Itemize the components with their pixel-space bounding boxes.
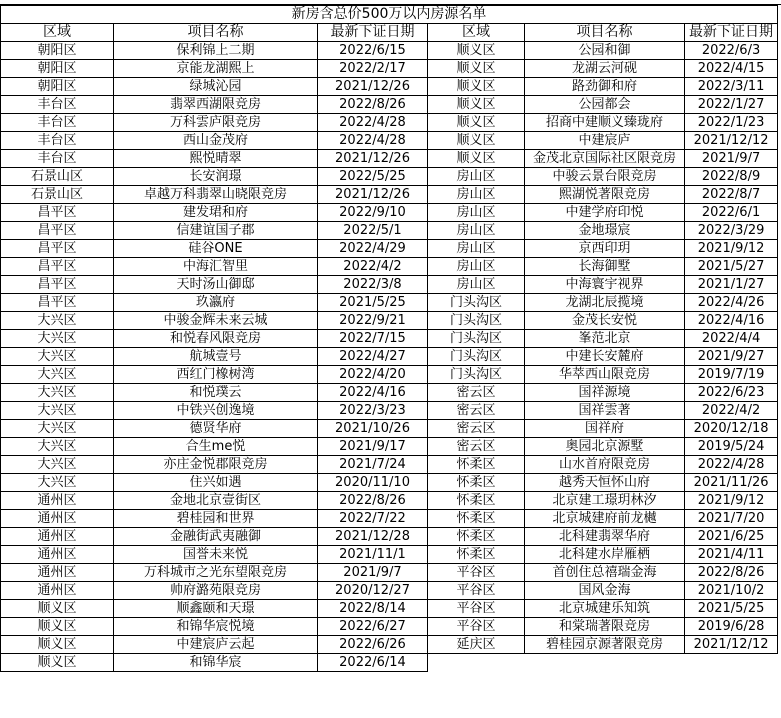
date-cell[interactable]: 2021/12/26 — [318, 186, 428, 204]
date-cell[interactable]: 2020/12/27 — [318, 582, 428, 600]
date-cell[interactable]: 2021/5/27 — [685, 258, 778, 276]
district-cell[interactable]: 昌平区 — [1, 276, 114, 294]
district-cell[interactable]: 门头沟区 — [428, 348, 525, 366]
district-cell[interactable]: 顺义区 — [428, 78, 525, 96]
sheet-title[interactable]: 新房含总价500万以内房源名单 — [1, 6, 778, 24]
date-cell[interactable]: 2020/12/18 — [685, 420, 778, 438]
table-row — [1, 222, 778, 240]
district-cell[interactable]: 通州区 — [1, 492, 114, 510]
project-cell[interactable]: 公园和御 — [525, 42, 685, 60]
district-cell[interactable]: 顺义区 — [428, 42, 525, 60]
project-cell[interactable]: 越秀天恒怀山府 — [525, 474, 685, 492]
project-cell[interactable]: 京能龙湖熙上 — [114, 60, 318, 78]
table-row — [1, 618, 778, 636]
district-cell[interactable]: 朝阳区 — [1, 42, 114, 60]
project-cell[interactable]: 航城壹号 — [114, 348, 318, 366]
project-cell[interactable]: 中海寰宇视界 — [525, 276, 685, 294]
table-row — [1, 654, 778, 672]
date-cell[interactable]: 2021/12/12 — [685, 636, 778, 654]
project-cell[interactable]: 中海汇智里 — [114, 258, 318, 276]
date-cell[interactable]: 2021/12/28 — [318, 528, 428, 546]
district-cell[interactable]: 昌平区 — [1, 240, 114, 258]
district-cell[interactable]: 密云区 — [428, 384, 525, 402]
project-cell[interactable]: 保利锦上二期 — [114, 42, 318, 60]
project-cell[interactable]: 国祥府 — [525, 420, 685, 438]
district-cell[interactable]: 顺义区 — [428, 96, 525, 114]
header-cell[interactable]: 区域 — [1, 24, 114, 42]
project-cell[interactable]: 天时汤山御邸 — [114, 276, 318, 294]
date-cell[interactable]: 2021/5/25 — [685, 600, 778, 618]
date-cell[interactable]: 2022/6/15 — [318, 42, 428, 60]
project-cell[interactable]: 峯范北京 — [525, 330, 685, 348]
date-cell[interactable]: 2021/11/26 — [685, 474, 778, 492]
project-cell[interactable]: 国誉未来悦 — [114, 546, 318, 564]
project-cell[interactable]: 和悦春风限竞房 — [114, 330, 318, 348]
district-cell[interactable]: 密云区 — [428, 402, 525, 420]
district-cell[interactable]: 丰台区 — [1, 96, 114, 114]
district-cell[interactable]: 平谷区 — [428, 618, 525, 636]
project-cell[interactable]: 中建宸庐 — [525, 132, 685, 150]
district-cell[interactable]: 门头沟区 — [428, 366, 525, 384]
district-cell[interactable]: 顺义区 — [1, 654, 114, 672]
table-row — [1, 78, 778, 96]
table-row — [1, 456, 778, 474]
project-cell[interactable]: 和锦华宸悦境 — [114, 618, 318, 636]
district-cell[interactable]: 大兴区 — [1, 348, 114, 366]
district-cell[interactable]: 延庆区 — [428, 636, 525, 654]
date-cell[interactable]: 2022/8/26 — [318, 96, 428, 114]
header-cell[interactable]: 项目名称 — [114, 24, 318, 42]
project-cell[interactable]: 北科建水岸雁栖 — [525, 546, 685, 564]
date-cell[interactable]: 2022/8/26 — [318, 492, 428, 510]
district-cell[interactable]: 房山区 — [428, 186, 525, 204]
date-cell[interactable]: 2021/7/24 — [318, 456, 428, 474]
date-cell[interactable]: 2019/7/19 — [685, 366, 778, 384]
project-cell[interactable]: 住兴如遇 — [114, 474, 318, 492]
district-cell[interactable]: 大兴区 — [1, 474, 114, 492]
project-cell[interactable]: 国风金海 — [525, 582, 685, 600]
project-cell[interactable]: 金融街武夷融御 — [114, 528, 318, 546]
district-cell[interactable]: 门头沟区 — [428, 330, 525, 348]
district-cell[interactable]: 昌平区 — [1, 204, 114, 222]
date-cell[interactable]: 2022/4/27 — [318, 348, 428, 366]
date-cell[interactable]: 2022/4/28 — [318, 114, 428, 132]
date-cell[interactable]: 2021/9/7 — [318, 564, 428, 582]
date-cell[interactable]: 2022/3/23 — [318, 402, 428, 420]
date-cell[interactable]: 2022/6/23 — [685, 384, 778, 402]
date-cell[interactable]: 2022/4/28 — [685, 456, 778, 474]
date-cell[interactable]: 2021/6/25 — [685, 528, 778, 546]
table-row — [1, 258, 778, 276]
header-cell[interactable]: 项目名称 — [525, 24, 685, 42]
district-cell[interactable]: 通州区 — [1, 582, 114, 600]
project-cell[interactable]: 玖瀛府 — [114, 294, 318, 312]
district-cell[interactable]: 房山区 — [428, 168, 525, 186]
district-cell[interactable]: 房山区 — [428, 222, 525, 240]
date-cell[interactable]: 2022/8/7 — [685, 186, 778, 204]
date-cell[interactable]: 2022/3/8 — [318, 276, 428, 294]
table-row — [1, 546, 778, 564]
date-cell[interactable]: 2020/11/10 — [318, 474, 428, 492]
table-row — [1, 114, 778, 132]
date-cell[interactable]: 2019/5/24 — [685, 438, 778, 456]
district-cell[interactable]: 大兴区 — [1, 312, 114, 330]
district-cell[interactable]: 平谷区 — [428, 600, 525, 618]
date-cell[interactable]: 2022/2/17 — [318, 60, 428, 78]
district-cell[interactable]: 顺义区 — [428, 132, 525, 150]
project-cell[interactable]: 和悦璞云 — [114, 384, 318, 402]
table-row — [1, 96, 778, 114]
project-cell[interactable]: 翡翠西湖限竞房 — [114, 96, 318, 114]
district-cell[interactable]: 怀柔区 — [428, 528, 525, 546]
table-row — [1, 168, 778, 186]
table-row — [1, 510, 778, 528]
project-cell[interactable]: 国祥雲著 — [525, 402, 685, 420]
project-cell[interactable]: 亦庄金悦郡限竞房 — [114, 456, 318, 474]
date-cell[interactable]: 2021/10/26 — [318, 420, 428, 438]
date-cell[interactable]: 2021/1/27 — [685, 276, 778, 294]
date-cell[interactable]: 2022/1/23 — [685, 114, 778, 132]
project-cell[interactable]: 金茂长安悦 — [525, 312, 685, 330]
project-cell[interactable]: 路劲御和府 — [525, 78, 685, 96]
date-cell[interactable]: 2022/6/14 — [318, 654, 428, 672]
district-cell[interactable]: 门头沟区 — [428, 294, 525, 312]
district-cell[interactable]: 房山区 — [428, 276, 525, 294]
table-row — [1, 132, 778, 150]
project-cell[interactable]: 顺鑫颐和天璟 — [114, 600, 318, 618]
date-cell[interactable]: 2022/4/15 — [685, 60, 778, 78]
date-cell[interactable]: 2022/4/26 — [685, 294, 778, 312]
project-cell[interactable]: 硅谷ONE — [114, 240, 318, 258]
date-cell[interactable]: 2022/8/9 — [685, 168, 778, 186]
project-cell[interactable]: 德贤华府 — [114, 420, 318, 438]
table-row — [1, 528, 778, 546]
table-row — [1, 384, 778, 402]
project-cell[interactable]: 西山金茂府 — [114, 132, 318, 150]
table-row — [1, 276, 778, 294]
table-row — [1, 204, 778, 222]
table-row — [1, 240, 778, 258]
district-cell[interactable]: 大兴区 — [1, 366, 114, 384]
project-cell[interactable]: 首创住总禧瑞金海 — [525, 564, 685, 582]
project-cell[interactable]: 北京城建府前龙樾 — [525, 510, 685, 528]
district-cell[interactable]: 门头沟区 — [428, 312, 525, 330]
header-row — [1, 24, 778, 42]
housing-table — [0, 5, 778, 672]
date-cell[interactable]: 2022/6/1 — [685, 204, 778, 222]
district-cell[interactable]: 密云区 — [428, 420, 525, 438]
project-cell[interactable]: 北科建翡翠华府 — [525, 528, 685, 546]
district-cell[interactable]: 怀柔区 — [428, 546, 525, 564]
district-cell[interactable]: 通州区 — [1, 546, 114, 564]
project-cell[interactable]: 碧桂园京源著限竞房 — [525, 636, 685, 654]
district-cell[interactable]: 平谷区 — [428, 582, 525, 600]
date-cell[interactable]: 2021/9/17 — [318, 438, 428, 456]
project-cell[interactable]: 中铁兴创逸境 — [114, 402, 318, 420]
date-cell[interactable]: 2021/5/25 — [318, 294, 428, 312]
district-cell[interactable]: 顺义区 — [428, 60, 525, 78]
date-cell[interactable]: 2022/7/15 — [318, 330, 428, 348]
project-cell[interactable]: 合生me悦 — [114, 438, 318, 456]
table-row — [1, 474, 778, 492]
district-cell[interactable]: 房山区 — [428, 204, 525, 222]
date-cell[interactable]: 2022/6/27 — [318, 618, 428, 636]
district-cell[interactable]: 昌平区 — [1, 258, 114, 276]
project-cell[interactable]: 西红门橡树湾 — [114, 366, 318, 384]
date-cell[interactable]: 2022/4/16 — [318, 384, 428, 402]
project-cell[interactable]: 和棠瑞著限竞房 — [525, 618, 685, 636]
district-cell[interactable]: 大兴区 — [1, 420, 114, 438]
date-cell[interactable]: 2022/5/25 — [318, 168, 428, 186]
project-cell[interactable]: 金地璟宸 — [525, 222, 685, 240]
district-cell[interactable]: 朝阳区 — [1, 78, 114, 96]
table-row — [1, 312, 778, 330]
project-cell[interactable]: 熙悦晴翠 — [114, 150, 318, 168]
district-cell[interactable]: 通州区 — [1, 510, 114, 528]
date-cell[interactable]: 2021/9/12 — [685, 492, 778, 510]
project-cell[interactable]: 中骏云景台限竞房 — [525, 168, 685, 186]
district-cell[interactable]: 顺义区 — [428, 150, 525, 168]
district-cell[interactable]: 通州区 — [1, 528, 114, 546]
district-cell[interactable]: 大兴区 — [1, 438, 114, 456]
table-row — [1, 582, 778, 600]
date-cell[interactable]: 2021/9/7 — [685, 150, 778, 168]
date-cell[interactable]: 2021/10/2 — [685, 582, 778, 600]
date-cell[interactable]: 2022/1/27 — [685, 96, 778, 114]
project-cell[interactable]: 中建学府印悦 — [525, 204, 685, 222]
district-cell[interactable]: 顺义区 — [1, 618, 114, 636]
district-cell[interactable]: 顺义区 — [1, 600, 114, 618]
table-row — [1, 42, 778, 60]
project-cell[interactable]: 长安润璟 — [114, 168, 318, 186]
district-cell[interactable]: 顺义区 — [1, 636, 114, 654]
district-cell[interactable]: 怀柔区 — [428, 492, 525, 510]
district-cell[interactable]: 平谷区 — [428, 564, 525, 582]
district-cell[interactable]: 房山区 — [428, 258, 525, 276]
date-cell[interactable]: 2022/5/1 — [318, 222, 428, 240]
district-cell[interactable]: 怀柔区 — [428, 456, 525, 474]
header-cell[interactable]: 区域 — [428, 24, 525, 42]
district-cell[interactable]: 房山区 — [428, 240, 525, 258]
header-cell[interactable]: 最新下证日期 — [318, 24, 428, 42]
project-cell[interactable]: 碧桂园和世界 — [114, 510, 318, 528]
project-cell[interactable]: 山水首府限竞房 — [525, 456, 685, 474]
project-cell[interactable]: 万科城市之光东望限竞房 — [114, 564, 318, 582]
project-cell[interactable]: 长海御墅 — [525, 258, 685, 276]
empty-cells — [428, 654, 778, 672]
table-row — [1, 150, 778, 168]
district-cell[interactable]: 昌平区 — [1, 222, 114, 240]
project-cell[interactable]: 卓越万科翡翠山晓限竞房 — [114, 186, 318, 204]
project-cell[interactable]: 奥园北京源墅 — [525, 438, 685, 456]
date-cell[interactable]: 2022/6/26 — [318, 636, 428, 654]
date-cell[interactable]: 2022/4/29 — [318, 240, 428, 258]
project-cell[interactable]: 万科雲庐限竞房 — [114, 114, 318, 132]
table-row — [1, 348, 778, 366]
district-cell[interactable]: 丰台区 — [1, 150, 114, 168]
project-cell[interactable]: 金地北京壹街区 — [114, 492, 318, 510]
date-cell[interactable]: 2021/9/12 — [685, 240, 778, 258]
table-row — [1, 186, 778, 204]
header-cell[interactable]: 最新下证日期 — [685, 24, 778, 42]
date-cell[interactable]: 2022/8/14 — [318, 600, 428, 618]
table-row — [1, 294, 778, 312]
date-cell[interactable]: 2021/11/1 — [318, 546, 428, 564]
project-cell[interactable]: 熙湖悦著限竞房 — [525, 186, 685, 204]
project-cell[interactable]: 金茂北京国际社区限竞房 — [525, 150, 685, 168]
table-row — [1, 420, 778, 438]
project-cell[interactable]: 京西印玥 — [525, 240, 685, 258]
district-cell[interactable]: 昌平区 — [1, 294, 114, 312]
project-cell[interactable]: 华萃西山限竞房 — [525, 366, 685, 384]
date-cell[interactable]: 2021/12/26 — [318, 150, 428, 168]
table-row — [1, 564, 778, 582]
project-cell[interactable]: 公园都会 — [525, 96, 685, 114]
table-row — [1, 366, 778, 384]
project-cell[interactable]: 北京城建乐知筑 — [525, 600, 685, 618]
project-cell[interactable]: 招商中建顺义臻珑府 — [525, 114, 685, 132]
date-cell[interactable]: 2022/9/10 — [318, 204, 428, 222]
date-cell[interactable]: 2022/4/20 — [318, 366, 428, 384]
table-row — [1, 438, 778, 456]
date-cell[interactable]: 2021/9/27 — [685, 348, 778, 366]
date-cell[interactable]: 2021/12/12 — [685, 132, 778, 150]
project-cell[interactable]: 中建长安麓府 — [525, 348, 685, 366]
date-cell[interactable]: 2022/8/26 — [685, 564, 778, 582]
table-row — [1, 330, 778, 348]
district-cell[interactable]: 顺义区 — [428, 114, 525, 132]
district-cell[interactable]: 通州区 — [1, 564, 114, 582]
date-cell[interactable]: 2021/12/26 — [318, 78, 428, 96]
district-cell[interactable]: 丰台区 — [1, 114, 114, 132]
date-cell[interactable]: 2022/4/2 — [318, 258, 428, 276]
date-cell[interactable]: 2022/7/22 — [318, 510, 428, 528]
date-cell[interactable]: 2022/4/2 — [685, 402, 778, 420]
date-cell[interactable]: 2022/4/28 — [318, 132, 428, 150]
district-cell[interactable]: 大兴区 — [1, 402, 114, 420]
project-cell[interactable]: 龙湖北辰揽境 — [525, 294, 685, 312]
district-cell[interactable]: 密云区 — [428, 438, 525, 456]
date-cell[interactable]: 2022/3/11 — [685, 78, 778, 96]
date-cell[interactable]: 2022/3/29 — [685, 222, 778, 240]
date-cell[interactable]: 2021/7/20 — [685, 510, 778, 528]
project-cell[interactable]: 绿城沁园 — [114, 78, 318, 96]
district-cell[interactable]: 朝阳区 — [1, 60, 114, 78]
table-row — [1, 492, 778, 510]
project-cell[interactable]: 国祥源境 — [525, 384, 685, 402]
date-cell[interactable]: 2022/6/3 — [685, 42, 778, 60]
project-cell[interactable]: 中建宸庐云起 — [114, 636, 318, 654]
district-cell[interactable]: 大兴区 — [1, 330, 114, 348]
date-cell[interactable]: 2022/9/21 — [318, 312, 428, 330]
project-cell[interactable]: 龙湖云河砚 — [525, 60, 685, 78]
table-row — [1, 60, 778, 78]
date-cell[interactable]: 2021/4/11 — [685, 546, 778, 564]
project-cell[interactable]: 和锦华宸 — [114, 654, 318, 672]
table-row — [1, 402, 778, 420]
date-cell[interactable]: 2019/6/28 — [685, 618, 778, 636]
date-cell[interactable]: 2022/4/4 — [685, 330, 778, 348]
project-cell[interactable]: 帅府潞苑限竞房 — [114, 582, 318, 600]
table-row — [1, 636, 778, 654]
project-cell[interactable]: 建发珺和府 — [114, 204, 318, 222]
district-cell[interactable]: 怀柔区 — [428, 474, 525, 492]
project-cell[interactable]: 中骏金辉未来云城 — [114, 312, 318, 330]
district-cell[interactable]: 大兴区 — [1, 384, 114, 402]
district-cell[interactable]: 石景山区 — [1, 186, 114, 204]
district-cell[interactable]: 怀柔区 — [428, 510, 525, 528]
district-cell[interactable]: 丰台区 — [1, 132, 114, 150]
table-row — [1, 600, 778, 618]
district-cell[interactable]: 石景山区 — [1, 168, 114, 186]
project-cell[interactable]: 信建谊国子郡 — [114, 222, 318, 240]
date-cell[interactable]: 2022/4/16 — [685, 312, 778, 330]
district-cell[interactable]: 大兴区 — [1, 456, 114, 474]
project-cell[interactable]: 北京建工璟玥林汐 — [525, 492, 685, 510]
